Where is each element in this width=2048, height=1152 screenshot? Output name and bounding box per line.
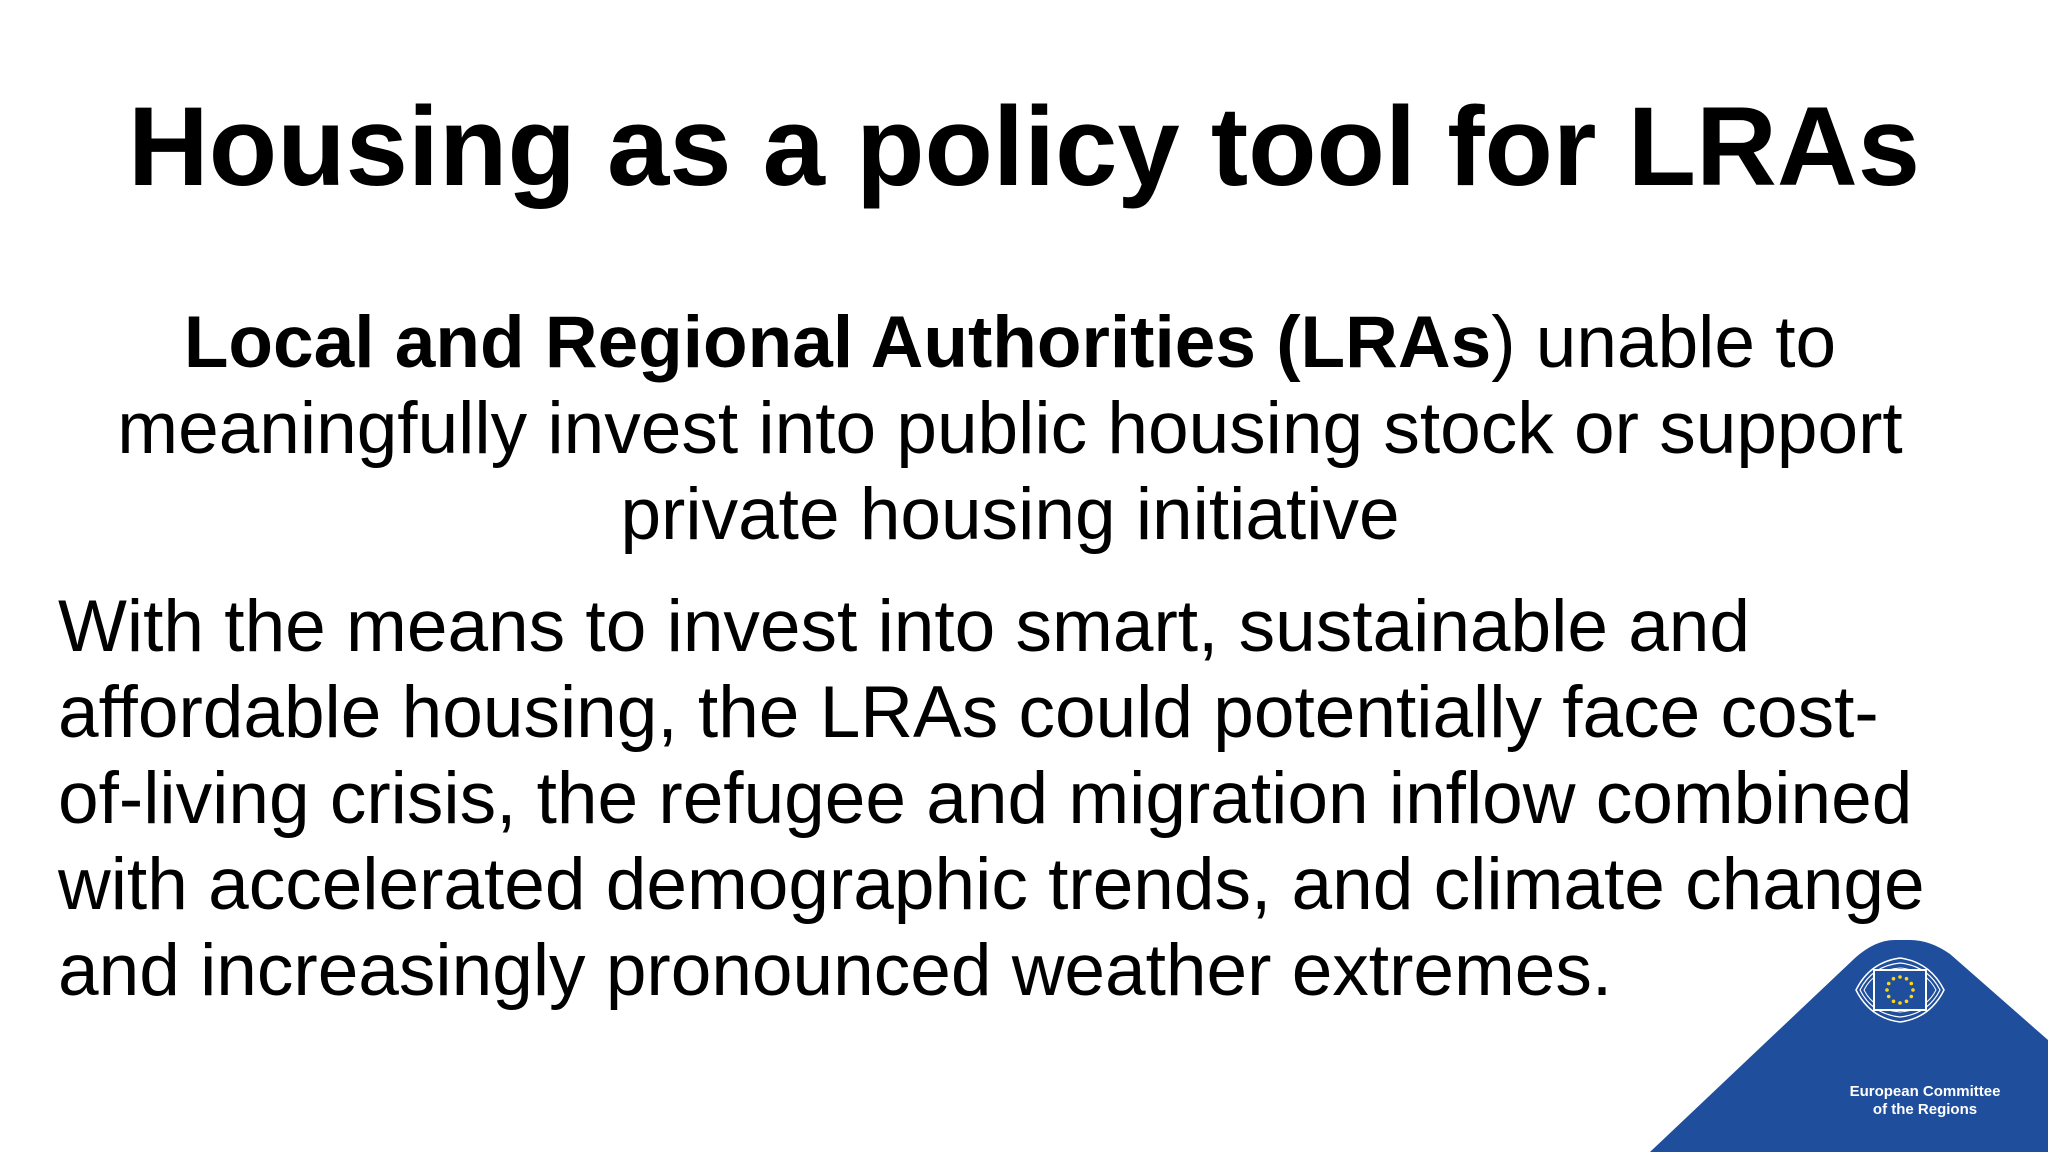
- logo-text-line2: of the Regions: [1872, 1101, 1978, 1118]
- paragraph-lras-text: ) unable to meaningfully invest into public housing stock or support private housing initiative: [117, 302, 1903, 555]
- paragraph-lras-unable: [80, 300, 1940, 558]
- logo-text: [1840, 1083, 2010, 1119]
- paragraph-lras-bold: Local and Regional Authorities (LRAs: [183, 302, 1492, 383]
- logo-background-shape: [1650, 940, 2048, 1152]
- cor-logo: [1650, 940, 2048, 1152]
- paragraph-means-to-invest: With the means to invest into smart, sustainable and affordable housing, the LRAs could potentially face cost-of-living crisis, the refugee and migration inflow combined with accelerated demographic trends, and climate change and increasingly pronounced weather extremes.: [58, 586, 1925, 1011]
- logo-text-line1: European Committee: [1849, 1083, 2001, 1100]
- slide-title: Housing as a policy tool for LRAs: [127, 84, 1921, 209]
